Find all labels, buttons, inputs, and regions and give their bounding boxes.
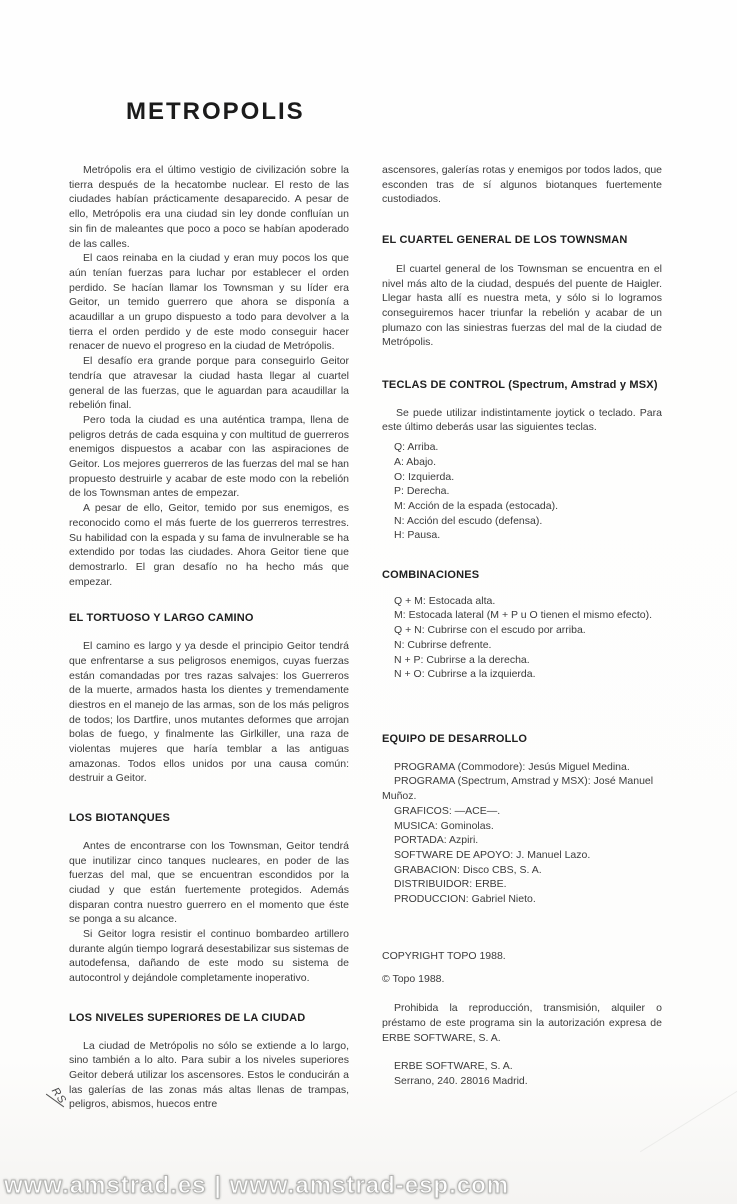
- key-item: O: Izquierda.: [394, 470, 455, 483]
- section-heading-teclas: TECLAS DE CONTROL (Spectrum, Amstrad y MSX): [382, 379, 658, 392]
- watermark-text: www.amstrad.es | www.amstrad-esp.com: [4, 1172, 510, 1199]
- combo-item: Q + M: Estocada alta.: [394, 594, 496, 607]
- section-paragraph: El cuartel general de los Townsman se encuentra en el nivel más alto de la ciudad, después del puente de Haigler. Llegar hasta allí es nuestra meta, y sólo si lo logramos conseguiremos hacer triunfar la rebelión y acabar de un plumazo con las siniestras fuerzas del mal de la ciudad de Metrópolis.: [382, 262, 662, 349]
- publisher-address: [382, 1059, 662, 1088]
- right-column: [382, 163, 662, 1089]
- section-heading-combinaciones: COMBINACIONES: [382, 569, 480, 582]
- section-heading-biotanques: LOS BIOTANQUES: [69, 812, 170, 825]
- credit-item: GRAFICOS: —ACE—.: [394, 804, 501, 817]
- credit-item: PROGRAMA (Spectrum, Amstrad y MSX): José Manuel Muñoz.: [382, 775, 654, 803]
- legal-paragraph: Prohibida la reproducción, transmisión, alquiler o préstamo de este programa sin la autorización expresa de ERBE SOFTWARE, S. A.: [382, 1002, 662, 1044]
- combo-item: N + O: Cubrirse a la izquierda.: [394, 668, 536, 681]
- left-column: [69, 163, 349, 1112]
- section-heading-tortuoso: EL TORTUOSO Y LARGO CAMINO: [69, 612, 254, 625]
- intro-paragraph: A pesar de ello, Geitor, temido por sus enemigos, es reconocido como el más fuerte de los guerreros terrestres. Su habilidad con la espada y su fama de invulnerable se ha extendido por todas las ciudades. Ahora Geitor tiene que demostrarlo. El gran desafío no ha hecho más que empezar.: [69, 502, 349, 588]
- credit-item: MUSICA: Gominolas.: [394, 819, 494, 832]
- key-item: A: Abajo.: [394, 455, 437, 468]
- section-heading-equipo: EQUIPO DE DESARROLLO: [382, 732, 528, 745]
- combo-item: M: Estocada lateral (M + P u O tienen el mismo efecto).: [394, 609, 653, 622]
- key-item: H: Pausa.: [394, 529, 441, 542]
- address-line: ERBE SOFTWARE, S. A.: [394, 1060, 513, 1073]
- credit-item: PRODUCCION: Gabriel Nieto.: [394, 893, 536, 906]
- copyright-symbol-line: © Topo 1988.: [382, 973, 445, 986]
- section-paragraph: La ciudad de Metrópolis no sólo se extiende a lo largo, sino también a lo alto. Para subir a los niveles superiores Geitor deberá utilizar los ascensores. Estos le conducirán a las galerías de las zonas más altas llenas de trampas, peligros, abismos, huecos entre: [69, 1039, 349, 1111]
- combo-list: [382, 594, 662, 682]
- credit-item: PORTADA: Azpiri.: [394, 834, 479, 847]
- combo-item: N: Cubrirse defrente.: [394, 638, 492, 651]
- section-paragraph: Si Geitor logra resistir el continuo bombardeo artillero durante algún tiempo logrará desestabilizar sus sistemas de autodefensa, dañando de este modo su sistema de autocontrol y dejándole completamente inoperativo.: [69, 928, 349, 985]
- key-item: M: Acción de la espada (estocada).: [394, 499, 559, 512]
- key-list: [382, 440, 662, 543]
- printer-mark: RS: [48, 1085, 69, 1107]
- page-fold-shadow: [640, 1088, 737, 1203]
- intro-paragraph: El caos reinaba en la ciudad y eran muy pocos los que aún tenían fuerzas para luchar por establecer el orden perdido. Se hacían llamar los Townsman y su líder era Geitor, un temido guerrero que ahora se disponía a acaudillar a un grupo dispuesto a todo para devolver a la tierra el orden perdido y de este modo conseguir hacer renacer de nuevo el progreso en la ciudad de Metrópolis.: [69, 252, 349, 353]
- credits-list: [382, 760, 662, 907]
- key-item: P: Derecha.: [394, 485, 450, 498]
- credit-item: GRABACION: Disco CBS, S. A.: [394, 863, 542, 876]
- intro-paragraph: El desafío era grande porque para conseguirlo Geitor tendría que atravesar la ciudad hasta llegar al cuartel general de las fuerzas, que le aguardan para acaudillar la rebelión final.: [69, 355, 349, 412]
- address-line: Serrano, 240. 28016 Madrid.: [394, 1074, 528, 1087]
- intro-paragraph: Metrópolis era el último vestigio de civilización sobre la tierra después de la hecatombe nuclear. El resto de las ciudades habían prácticamente desaparecido. A pesar de ello, Metrópolis era una ciudad sin ley donde confluían un sin fin de maleantes que poco a poco se habían apoderado de las calles.: [69, 164, 349, 250]
- page-title: METROPOLIS: [126, 98, 305, 125]
- combo-item: N + P: Cubrirse a la derecha.: [394, 653, 530, 666]
- section-heading-cuartel: EL CUARTEL GENERAL DE LOS TOWNSMAN: [382, 234, 628, 247]
- credit-item: PROGRAMA (Commodore): Jesús Miguel Medina.: [394, 760, 630, 773]
- section-paragraph: El camino es largo y ya desde el principio Geitor tendrá que enfrentarse a sus peligrosos enemigos, cuyas fuerzas están comandadas por tres razas salvajes: los Guerreros de la muerte, armados hasta los dientes y tremendamente diestros en el manejo de las armas, son de los más peligros de todos; los Dartfire, unos mutantes deformes que arrojan bolas de fuego, y finalmente las Girlkiller, una raza de violentas mujeres que haría temblar a las antiguas amazonas. Todos ellos unidos por una causa común: destruir a Geitor.: [69, 640, 349, 785]
- combo-item: Q + N: Cubrirse con el escudo por arriba.: [394, 624, 586, 637]
- continuation-paragraph: ascensores, galerías rotas y enemigos por todos lados, que esconden tras de sí algunos biotanques fuertemente custodiados.: [382, 164, 662, 206]
- credit-item: DISTRIBUIDOR: ERBE.: [394, 878, 507, 891]
- copyright-line: COPYRIGHT TOPO 1988.: [382, 949, 506, 962]
- section-paragraph: Antes de encontrarse con los Townsman, Geitor tendrá que inutilizar cinco tanques nucleares, en poder de las fuerzas del mal, que se encuentran escondidos por la ciudad y que están fuertemente protegidos. Además disparan contra nuestro guerrero en el momento que éste se ponga a su alcance.: [69, 839, 349, 926]
- section-heading-niveles: LOS NIVELES SUPERIORES DE LA CIUDAD: [69, 1011, 306, 1024]
- key-item: Q: Arriba.: [394, 441, 439, 454]
- section-paragraph: Se puede utilizar indistintamente joytick o teclado. Para este último deberás usar las siguientes teclas.: [382, 406, 662, 434]
- intro-paragraph: Pero toda la ciudad es una auténtica trampa, llena de peligros detrás de cada esquina y con multitud de guerreros enemigos dispuestos a acabar con las aspiraciones de Geitor. Los mejores guerreros de las fuerzas del mal se han propuesto destruirle y acabar de este modo con la rebelión de los Townsman antes de empezar.: [69, 413, 349, 500]
- credit-item: SOFTWARE DE APOYO: J. Manuel Lazo.: [394, 848, 591, 861]
- key-item: N: Acción del escudo (defensa).: [394, 514, 543, 527]
